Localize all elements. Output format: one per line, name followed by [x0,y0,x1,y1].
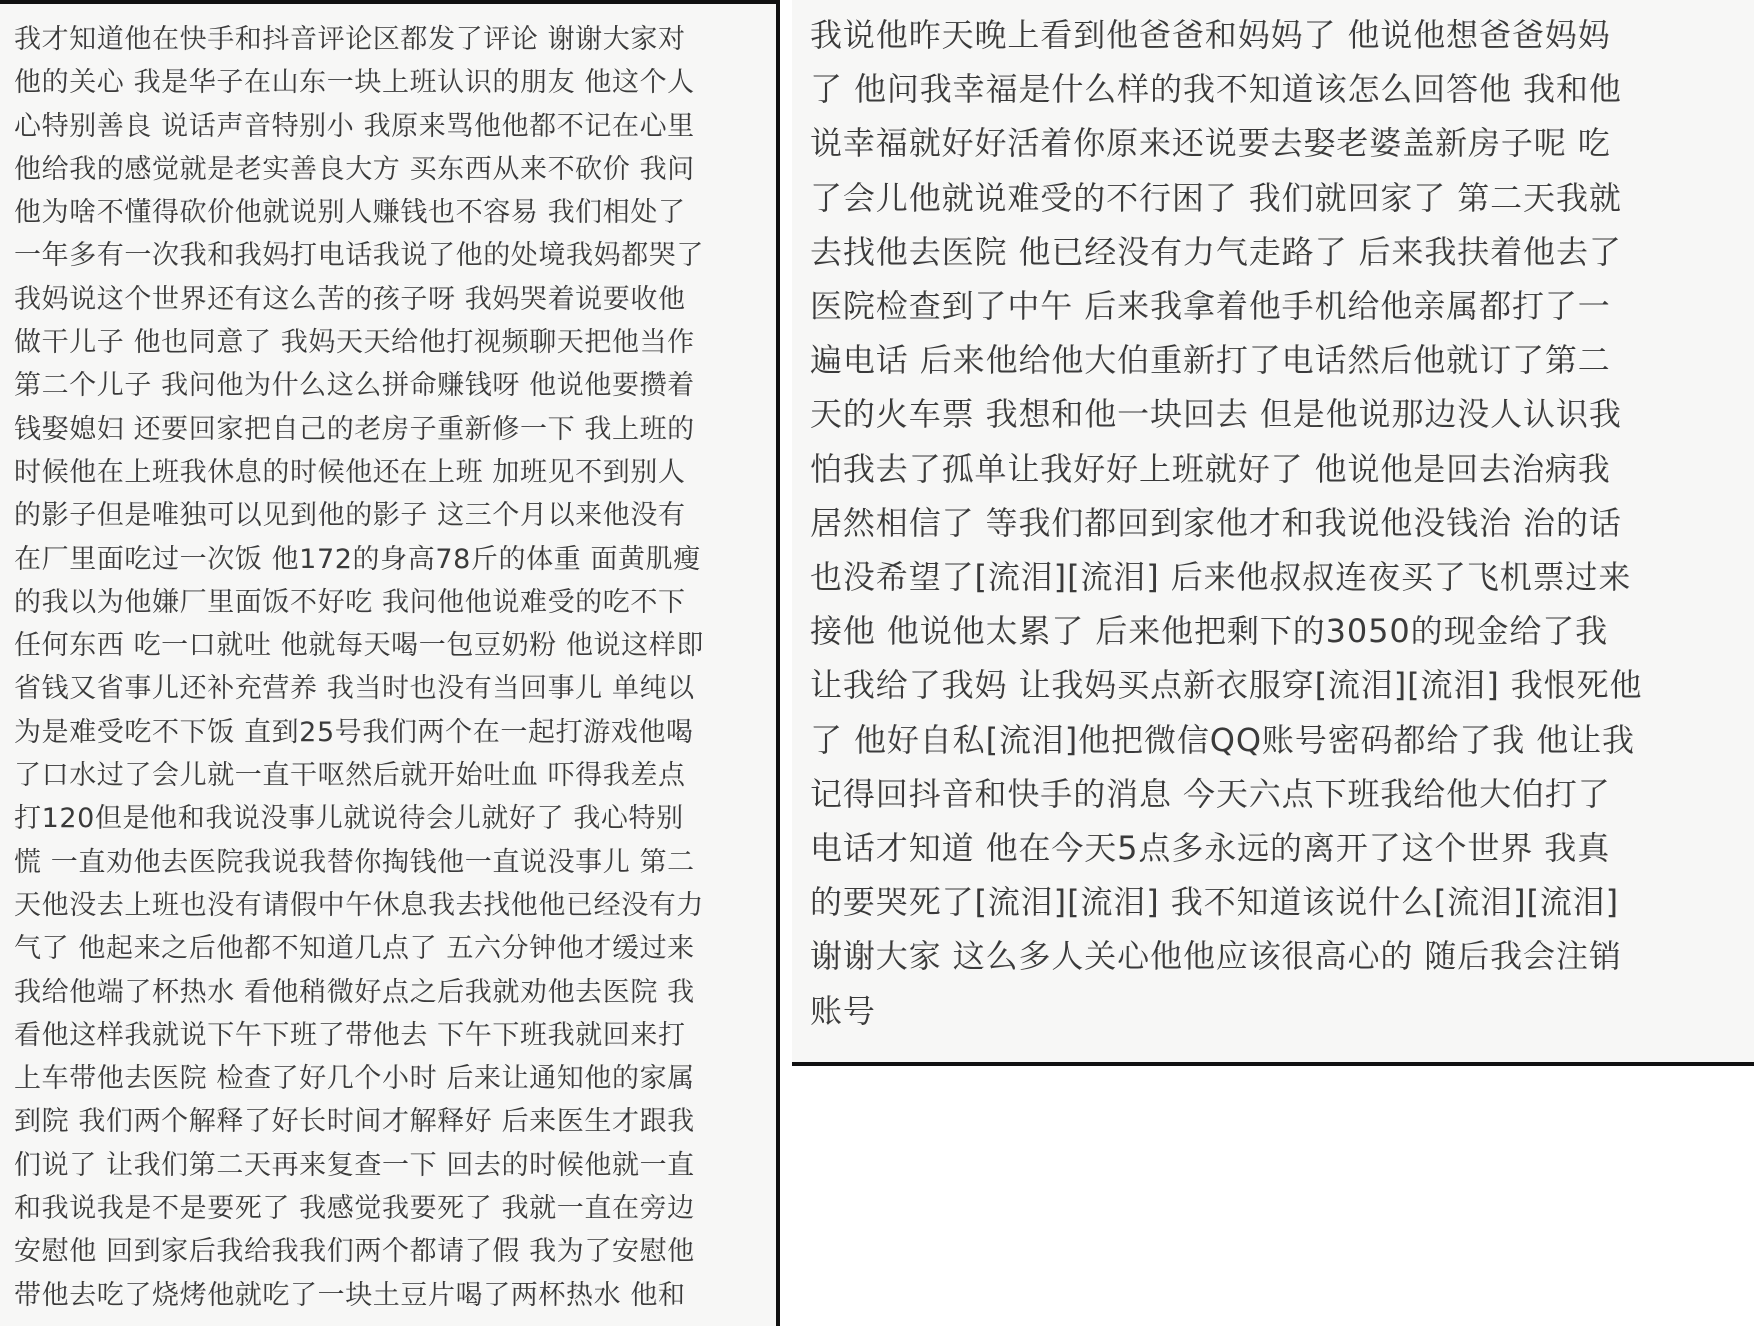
text-line: 心特别善良 说话声音特别小 我原来骂他他都不记在心里 [14,110,695,142]
text-line: 医院检查到了中午 后来我拿着他手机给他亲属都打了一 [810,287,1611,326]
text-line: 到院 我们两个解释了好长时间才解释好 后来医生才跟我 [14,1106,695,1138]
text-line: 打120但是他和我说没事儿就说待会儿就好了 我心特别 [14,803,684,835]
text-line: 的影子但是唯独可以见到他的影子 这三个月以来他没有 [14,500,686,532]
text-line: 气了 他起来之后他都不知道几点了 五六分钟他才缓过来 [14,933,695,965]
text-line: 慌 一直劝他去医院我说我替你掏钱他一直说没事儿 第二 [14,846,695,878]
text-line: 一年多有一次我和我妈打电话我说了他的处境我妈都哭了 [14,240,704,272]
text-line: 为是难受吃不下饭 直到25号我们两个在一起打游戏他喝 [14,716,694,748]
text-line: 带他去吃了烧烤他就吃了一块土豆片喝了两杯热水 他和 [14,1279,686,1311]
text-line: 省钱又省事儿还补充营养 我当时也没有当回事儿 单纯以 [14,673,695,705]
text-line: 怕我去了孤单让我好好上班就好了 他说他是回去治病我 [810,449,1611,488]
text-line: 也没希望了[流泪][流泪] 后来他叔叔连夜买了飞机票过来 [810,558,1632,597]
text-line: 我给他端了杯热水 看他稍微好点之后我就劝他去医院 我 [14,976,695,1008]
text-line: 在厂里面吃过一次饭 他172的身高78斤的体重 面黄肌瘦 [14,543,701,575]
text-line: 我说他昨天晚上看到他爸爸和妈妈了 他说他想爸爸妈妈 [810,16,1611,54]
text-line: 了 他问我幸福是什么样的我不知道该怎么回答他 我和他 [810,70,1622,109]
text-line: 安慰他 回到家后我给我我们两个都请了假 我为了安慰他 [14,1236,695,1268]
text-line: 接他 他说他太累了 后来他把剩下的3050的现金给了我 [810,612,1609,651]
text-line: 他给我的感觉就是老实善良大方 买东西从来不砍价 我问 [14,153,695,185]
text-line: 做干儿子 他也同意了 我妈天天给他打视频聊天把他当作 [14,327,695,359]
text-line: 账号 [810,991,876,1030]
text-line: 第二个儿子 我问他为什么这么拼命赚钱呀 他说他要攒着 [14,370,695,402]
text-line: 和我说我是不是要死了 我感觉我要死了 我就一直在旁边 [14,1193,695,1225]
text-line: 居然相信了 等我们都回到家他才和我说他没钱治 治的话 [810,503,1622,542]
text-line: 时候他在上班我休息的时候他还在上班 加班见不到别人 [14,456,686,488]
text-line: 说幸福就好好活着你原来还说要去娶老婆盖新房子呢 吃 [810,124,1611,163]
text-line: 们说了 让我们第二天再来复查一下 回去的时候他就一直 [14,1149,695,1181]
text-line: 天的火车票 我想和他一块回去 但是他说那边没人认识我 [810,395,1622,434]
text-line: 我才知道他在快手和抖音评论区都发了评论 谢谢大家对 [14,24,686,55]
text-line: 了 他好自私[流泪]他把微信QQ账号密码都给了我 他让我 [810,720,1635,759]
text-line: 天他没去上班也没有请假中午休息我去找他他已经没有力 [14,889,704,921]
text-line: 的要哭死了[流泪][流泪] 我不知道该说什么[流泪][流泪] [810,883,1620,922]
left-text-panel [0,0,780,1326]
text-line: 去找他去医院 他已经没有力气走路了 后来我扶着他去了 [810,232,1622,271]
text-line: 电话才知道 他在今天5点多永远的离开了这个世界 我真 [810,829,1611,868]
text-line: 他的关心 我是华子在山东一块上班认识的朋友 他这个人 [14,67,695,99]
text-line: 的我以为他嫌厂里面饭不好吃 我问他他说难受的吃不下 [14,586,686,618]
text-line: 看他这样我就说下午下班了带他去 下午下班我就回来打 [14,1019,686,1051]
text-line: 他为啥不懂得砍价他就说别人赚钱也不容易 我们相处了 [14,197,686,229]
text-line: 了会儿他就说难受的不行困了 我们就回家了 第二天我就 [810,178,1622,217]
text-line: 任何东西 吃一口就吐 他就每天喝一包豆奶粉 他说这样即 [14,630,704,662]
text-line: 谢谢大家 这么多人关心他他应该很高心的 随后我会注销 [810,937,1622,976]
text-line: 记得回抖音和快手的消息 今天六点下班我给他大伯打了 [810,774,1611,813]
text-line: 我妈说这个世界还有这么苦的孩子呀 我妈哭着说要收他 [14,283,686,315]
right-text-panel [792,0,1754,1066]
text-line: 了口水过了会儿就一直干呕然后就开始吐血 吓得我差点 [14,760,686,792]
text-line: 让我给了我妈 让我妈买点新衣服穿[流泪][流泪] 我恨死他 [810,666,1643,705]
text-line: 上车带他去医院 检查了好几个小时 后来让通知他的家属 [14,1063,695,1095]
text-line: 钱娶媳妇 还要回家把自己的老房子重新修一下 我上班的 [14,413,695,445]
text-line: 遍电话 后来他给他大伯重新打了电话然后他就订了第二 [810,341,1611,380]
